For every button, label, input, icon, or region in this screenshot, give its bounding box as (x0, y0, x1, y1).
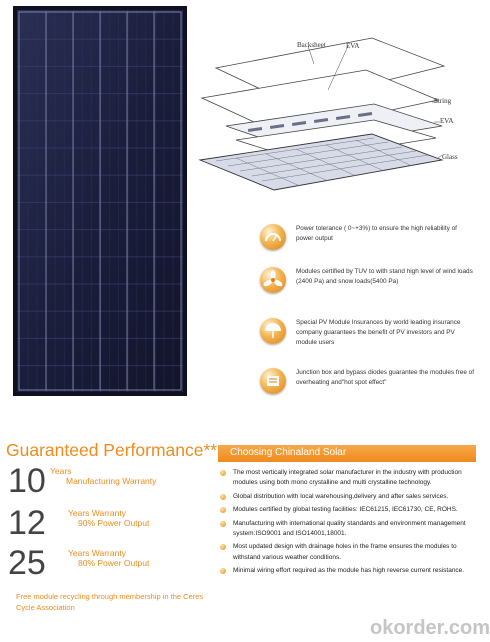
guarantee-row (8, 505, 208, 545)
list-item-text: Modules certified by global testing facilities: IEC61215, IEC61730, CE, ROHS. (233, 506, 458, 514)
feature-text: Junction box and bypass diodes guarantee the modules free of overheating and"hot spot effect" (296, 369, 474, 386)
module-layers-diagram (196, 30, 476, 200)
bullet-icon (220, 494, 226, 500)
choosing-title: Choosing Chinaland Solar (230, 447, 347, 458)
feature-text: Power tolerance ( 0~+3%) to ensure the high reliability of power output (296, 225, 457, 242)
umbrella-icon (260, 318, 286, 344)
list-item (220, 492, 476, 502)
gauge-icon (260, 224, 286, 250)
fan-icon (260, 267, 286, 293)
guarantee-years: 25 (8, 544, 46, 582)
list-item (220, 505, 476, 515)
list-item-text: Global distribution with local warehousing,delivery and after sales services. (233, 492, 449, 500)
feature-power-tolerance (260, 224, 475, 266)
feature-text: Special PV Module Insurances by world leading insurance company guarantees the benefit of PV investors and PV module users (296, 319, 461, 346)
feature-junction-box (260, 368, 475, 410)
list-item (220, 542, 476, 563)
list-item-text: The most vertically integrated solar manufacturer in the industry with production modules using both mono crystalline and multi crystalline technology. (233, 469, 462, 487)
list-item-text: Most updated design with drainage holes in the frame ensures the modules to withstand various weather conditions. (233, 543, 457, 561)
bullet-icon (220, 521, 226, 527)
list-item-text: Manufacturing with international quality standards and environment management system:ISO9001 and ISO14001,18001. (233, 519, 466, 538)
guarantee-years: 12 (8, 504, 46, 542)
guarantee-row (8, 463, 208, 503)
list-item (220, 519, 476, 540)
choosing-header-bar (218, 445, 476, 462)
eva-bottom-label: EVA (440, 117, 454, 125)
list-item-text: Minimal wiring effort required as the module has high reverse current resistance. (233, 567, 465, 575)
guarantee-title: Guaranteed Performance** (6, 440, 218, 460)
guarantee-line1: Years Warranty (68, 508, 126, 518)
bullet-icon (220, 507, 226, 513)
bullet-icon (220, 544, 226, 550)
bullet-icon (220, 568, 226, 574)
feature-text: Modules certified by TUV to with stand high level of wind loads (2400 Pa) and snow loads(5400 Pa) (296, 268, 473, 285)
eva-top-label: EVA (346, 42, 360, 50)
string-label: String (434, 97, 452, 105)
junction-box-icon (260, 368, 286, 394)
guarantee-footnote: Free module recycling through membership in the Ceres Cycle Association (16, 592, 204, 612)
list-item (220, 566, 476, 576)
feature-insurance (260, 318, 475, 360)
guarantee-row (8, 545, 208, 585)
guarantee-line2: 80% Power Output (78, 558, 150, 568)
guarantee-line1: Years (50, 466, 72, 476)
guarantee-line1: Years Warranty (68, 548, 126, 558)
glass-label: Glass (442, 153, 458, 161)
watermark: okorder.com (370, 617, 490, 639)
choosing-list (220, 468, 476, 580)
bullet-icon (220, 470, 226, 476)
solar-panel-image (13, 6, 187, 396)
guarantee-line2: 90% Power Output (78, 518, 150, 528)
guarantee-years: 10 (8, 462, 46, 500)
feature-wind-snow-load (260, 267, 475, 309)
guarantee-line2: Manufacturing Warranty (66, 476, 157, 486)
list-item (220, 468, 476, 489)
backsheet-label: Backsheet (297, 41, 326, 49)
